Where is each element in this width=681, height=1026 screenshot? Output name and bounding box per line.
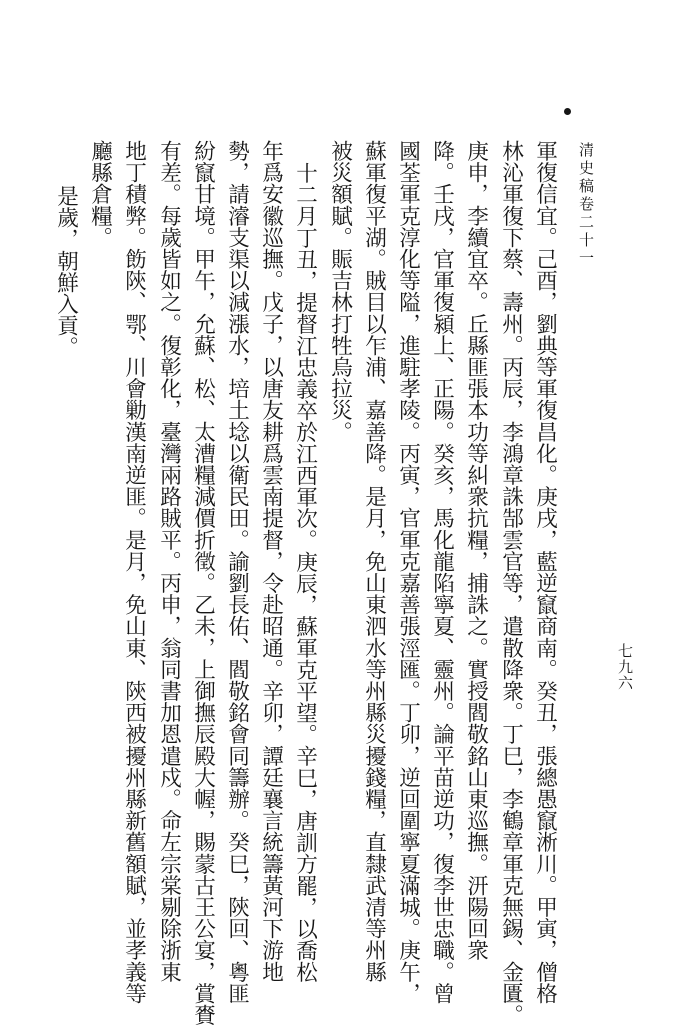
text-column-4: 降。壬戌，官軍復潁上、正陽。癸亥，馬化龍陷寧夏、靈州。論平苗逆功，復李世忠職。曾 [429,140,455,1004]
text-column-15: 是歲，朝鮮入貢。 [53,185,79,358]
text-column-7: 被災額賦。賑吉林打牲烏拉災。 [327,140,353,443]
text-column-6: 蘇軍復平湖。賊目以乍浦、嘉善降。是月，免山東泗水等州縣災擾錢糧，直隸武清等州縣 [361,140,387,983]
page-number: 七九六 [616,643,634,691]
text-column-8: 十二月丁丑，提督江忠義卒於江西軍次。庚辰，蘇軍克平望。辛巳，唐訓方罷，以喬松 [292,162,318,983]
text-column-9: 年爲安徽巡撫。戊子，以唐友耕爲雲南提督，令赴昭通。辛卯，譚廷襄言統籌黃河下游地 [258,140,284,983]
text-column-10: 勢，請濬支渠以減漲水，培土埝以衛民田。諭劉長佑、閻敬銘會同籌辦。癸巳，陝回、粵匪 [224,140,250,1004]
text-column-1: 軍復信宜。己酉，劉典等軍復昌化。庚戌，藍逆竄商南。癸丑，張總愚竄淅川。甲寅，僧格 [532,140,558,1004]
text-column-2: 林沁軍復下蔡、壽州。丙辰，李鴻章誅郜雲官等，遣散降衆。丁巳，李鶴章軍克無錫、金匱。 [498,140,524,1026]
ink-dot [564,108,571,115]
text-column-13: 地丁積弊。飭陝、鄂、川會勦漢南逆匪。是月，免山東、陝西被擾州縣新舊額賦，並孝義等 [121,140,147,1004]
text-column-14: 廳縣倉糧。 [87,140,113,248]
text-column-11: 紛竄甘境。甲午，允蘇、松、太漕糧減價折徵。乙未，上御撫辰殿大幄，賜蒙古王公宴，賞賚 [190,140,216,1026]
text-column-12: 有差。每歲皆如之。復彰化，臺灣兩路賊平。丙申，翁同書加恩遣戍。命左宗棠剔除浙東 [156,140,182,983]
text-column-5: 國荃軍克淳化等隘，進駐孝陵。丙寅，官軍克嘉善張涇匯。丁卯，逆回圍寧夏滿城。庚午， [395,140,421,1004]
running-header-title: 清史稿卷二十一 [577,142,595,268]
text-column-3: 庚申，李續宜卒。丘縣匪張本功等糾衆抗糧，捕誅之。實授閻敬銘山東巡撫。汧陽回衆 [463,140,489,961]
